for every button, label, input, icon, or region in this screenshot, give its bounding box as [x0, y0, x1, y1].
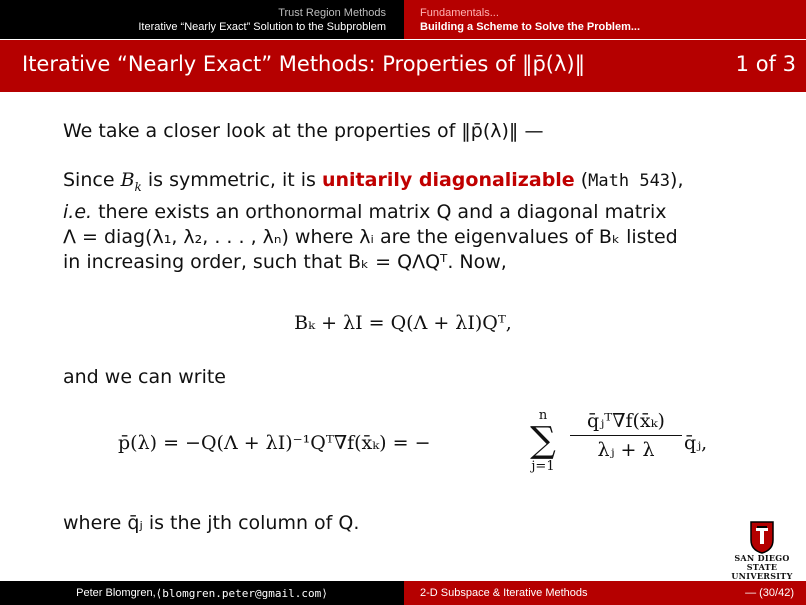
text-and-we-can-write: and we can write — [63, 366, 226, 388]
slide-counter: 1 of 3 — [735, 52, 796, 76]
equation-tail: q̄ⱼ, — [684, 432, 708, 454]
highlight-term: unitarily diagonalizable — [321, 169, 575, 191]
text-ie: i.e. — [63, 200, 93, 223]
header-bar — [0, 0, 806, 39]
logo-line1: SAN DIEGO STATE — [734, 553, 790, 572]
footer-author-name: Peter Blomgren, — [76, 587, 156, 599]
course-reference: Math 543 — [588, 171, 671, 191]
footer-topic: 2-D Subspace & Iterative Methods — [420, 587, 588, 599]
header-right-section[interactable]: Fundamentals... — [420, 6, 499, 19]
text-line3: there exists an orthonormal matrix Q and a diagonal matrix — [92, 200, 667, 223]
header-section[interactable]: Trust Region Methods — [278, 6, 386, 19]
symbol-Bk: B — [120, 169, 135, 191]
text-line4: Λ = diag(λ₁, λ₂, . . . , λₙ) where λᵢ are the eigenvalues of Bₖ listed — [63, 225, 678, 248]
footer-right — [404, 581, 806, 605]
footer-author — [0, 581, 404, 605]
sum-upper-limit: n — [538, 408, 548, 423]
equation-shifted-matrix: Bₖ + λI = Q(Λ + λI)Qᵀ, — [294, 312, 512, 334]
text-since: Since — [63, 169, 121, 191]
logo-line2: UNIVERSITY — [731, 571, 793, 581]
sum-sigma: ∑ — [530, 420, 556, 461]
header-right — [404, 0, 806, 39]
header-subsection[interactable]: Iterative “Nearly Exact” Solution to the Subproblem — [138, 20, 386, 33]
equation-lhs: p̄(λ) = −Q(Λ + λI)⁻¹Qᵀ∇f(x̄ₖ) = − — [118, 432, 431, 454]
footer-email: ⟨blomgren.peter@gmail.com⟩ — [155, 586, 328, 600]
header-left — [0, 0, 404, 39]
university-emblem-icon — [748, 520, 776, 554]
intro-line: We take a closer look at the properties of ‖p̄(λ)‖ — — [63, 120, 544, 142]
text-paren-open: ( — [574, 169, 589, 191]
paragraph-diagonalizable — [63, 168, 753, 275]
fraction-numerator: q̄ⱼᵀ∇f(x̄ₖ) — [570, 410, 682, 436]
fraction-denominator: λⱼ + λ — [597, 439, 655, 461]
text-paren-close: ), — [670, 169, 684, 191]
text-line5: in increasing order, such that Bₖ = QΛQᵀ. Now, — [63, 250, 507, 273]
slide-title: Iterative “Nearly Exact” Methods: Properties of ‖p̄(λ)‖ — [22, 52, 586, 76]
subscript-k: k — [134, 179, 142, 194]
fraction — [570, 410, 682, 461]
sum-lower-limit: j=1 — [531, 459, 555, 474]
university-logo — [722, 520, 802, 581]
footer-bar — [0, 581, 806, 605]
title-bar — [0, 40, 806, 92]
footer-slide-number: — (30/42) — [745, 587, 794, 599]
text-where-column: where q̄ⱼ is the jth column of Q. — [63, 512, 360, 534]
header-right-subsection[interactable]: Building a Scheme to Solve the Problem... — [420, 20, 641, 33]
summation — [522, 408, 564, 474]
text-symmetric: is symmetric, it is — [141, 169, 322, 191]
